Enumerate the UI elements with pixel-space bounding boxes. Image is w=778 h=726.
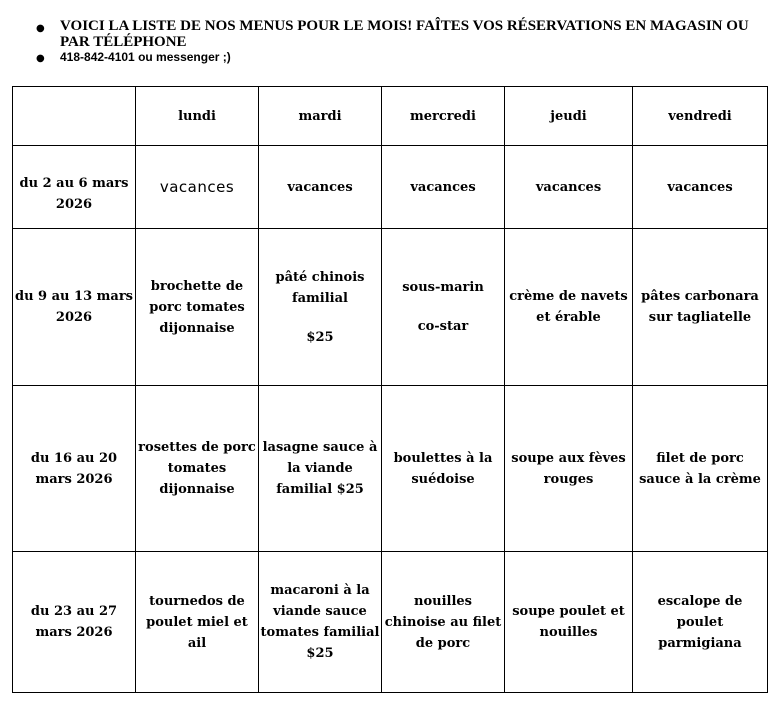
menu-item-text: pâté chinois familial: [275, 269, 365, 306]
week-cell: du 2 au 6 mars 2026: [13, 146, 136, 229]
header-cell-empty: [13, 87, 136, 146]
menu-cell: tournedos de poulet miel et ail: [136, 552, 259, 693]
header-cell-lundi: lundi: [136, 87, 259, 146]
table-row: [13, 386, 768, 552]
header-cell-jeudi: jeudi: [505, 87, 633, 146]
week-cell: du 9 au 13 mars 2026: [13, 229, 136, 386]
menu-cell: boulettes à la suédoise: [382, 386, 505, 552]
menu-item-text: co-star: [417, 319, 469, 334]
menu-cell: lasagne sauce à la viande familial $25: [259, 386, 382, 552]
contact-text: ● 418-842-4101 ou messenger ;): [36, 50, 750, 64]
menu-cell: brochette de porc tomates dijonnaise: [136, 229, 259, 386]
menu-cell: [259, 229, 382, 386]
menu-cell: soupe aux fèves rouges: [505, 386, 633, 552]
menu-cell: vacances: [633, 146, 768, 229]
menu-cell: crème de navets et érable: [505, 229, 633, 386]
table-row: [13, 552, 768, 693]
week-cell: du 23 au 27 mars 2026: [13, 552, 136, 693]
menu-cell: filet de porc sauce à la crème: [633, 386, 768, 552]
table-row: [13, 229, 768, 386]
menu-price: $25: [306, 329, 334, 345]
header-cell-mardi: mardi: [259, 87, 382, 146]
table-row: [13, 146, 768, 229]
header-cell-mercredi: mercredi: [382, 87, 505, 146]
menu-cell: vacances: [382, 146, 505, 229]
menu-cell: nouilles chinoise au filet de porc: [382, 552, 505, 693]
week-cell: du 16 au 20 mars 2026: [13, 386, 136, 552]
menu-table: [12, 86, 768, 693]
announcement-list: [36, 18, 750, 64]
spacer: [383, 298, 503, 316]
menu-cell: vacances: [136, 146, 259, 229]
menu-cell: vacances: [505, 146, 633, 229]
announcement-text: ● VOICI LA LISTE DE NOS MENUS POUR LE MOIS! FAÎTES VOS RÉSERVATIONS EN MAGASIN OU PAR TÉLÉPHONE: [36, 18, 750, 50]
menu-item-text: sous-marin: [402, 280, 484, 295]
menu-cell: soupe poulet et nouilles: [505, 552, 633, 693]
menu-cell: vacances: [259, 146, 382, 229]
menu-cell: pâtes carbonara sur tagliatelle: [633, 229, 768, 386]
menu-cell: [382, 229, 505, 386]
spacer: [260, 309, 380, 327]
header-cell-vendredi: vendredi: [633, 87, 768, 146]
table-header-row: [13, 87, 768, 146]
menu-cell: macaroni à la viande sauce tomates familial $25: [259, 552, 382, 693]
menu-cell: escalope de poulet parmigiana: [633, 552, 768, 693]
menu-cell: rosettes de porc tomates dijonnaise: [136, 386, 259, 552]
